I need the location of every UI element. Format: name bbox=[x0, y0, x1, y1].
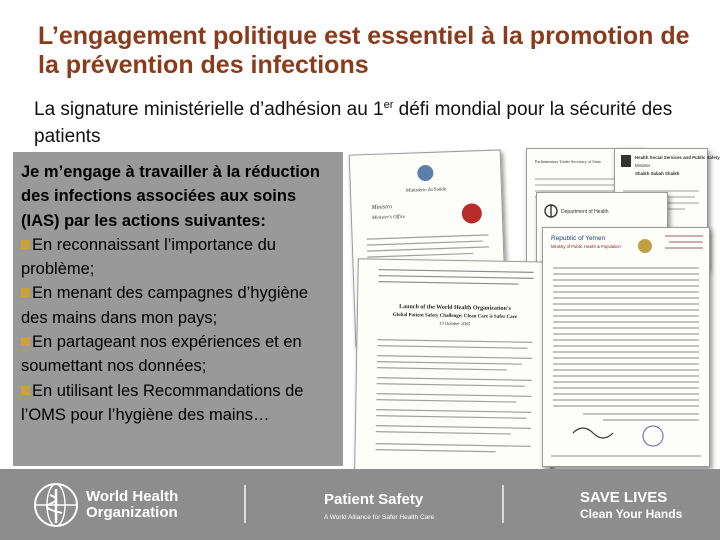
bullet-text: En reconnaissant l’importance du problème; bbox=[21, 235, 276, 279]
subtitle-text-start: La signature ministérielle d’adhésion au 1 bbox=[34, 99, 384, 120]
bullet-text: En utilisant les Recommandations de l’OMS pour l’hygiène des mains… bbox=[21, 381, 304, 424]
who-name: World Health Organization bbox=[86, 488, 179, 521]
commitment-lead: Je m’engage à travailler à la réduction des infections associées aux soins (IAS) par les actions suivantes: bbox=[21, 163, 320, 230]
commitment-bullet-1 bbox=[21, 233, 335, 282]
doc6-line: Ministry of Public Health & Population bbox=[551, 244, 621, 249]
slide-subtitle bbox=[34, 92, 694, 150]
ministerial-letter-6 bbox=[542, 227, 710, 467]
doc1-line: Minister's Office bbox=[371, 214, 406, 221]
signed-letters-collage bbox=[346, 152, 720, 466]
commitment-bullet-3 bbox=[21, 330, 335, 379]
bullet-square-icon bbox=[21, 288, 30, 297]
subtitle-superscript: er bbox=[383, 99, 394, 111]
patient-safety-title: Patient Safety bbox=[324, 491, 424, 508]
bullet-square-icon bbox=[21, 386, 30, 395]
doc3-header: Health Social Services and Public Safety bbox=[635, 155, 720, 160]
commitment-bullet-4 bbox=[21, 379, 335, 428]
bullet-text: En partageant nos expériences et en soumettant nos données; bbox=[21, 333, 302, 376]
bullet-square-icon bbox=[21, 337, 30, 346]
doc5-date: 13 October 2005 bbox=[439, 320, 471, 327]
bullet-square-icon bbox=[21, 240, 30, 249]
ministerial-letter-5 bbox=[354, 258, 555, 473]
save-lives-title: SAVE LIVES bbox=[580, 489, 668, 506]
doc4-header: Department of Health bbox=[561, 209, 609, 215]
doc1-header: Ministério da Saúde bbox=[405, 187, 447, 194]
doc5-heading: Global Patient Safety Challenge: Clean Care is Safer Care bbox=[392, 312, 517, 321]
footer-divider bbox=[502, 485, 504, 523]
doc3-line: Minister bbox=[635, 163, 651, 168]
doc1-line: Ministro bbox=[371, 204, 393, 211]
doc3-line: Shaikh Sabah Shaikh bbox=[635, 171, 680, 176]
slide-title: L’engagement politique est essentiel à la promotion de la prévention des infections bbox=[38, 22, 690, 79]
doc5-heading: Launch of the World Health Organization's bbox=[399, 304, 511, 312]
subtitle-text-end: défi mondial pour la sécurité des patients bbox=[34, 99, 673, 147]
doc6-header: Republic of Yemen bbox=[551, 235, 606, 242]
commitment-box bbox=[13, 152, 343, 466]
bullet-text: En menant des campagnes d’hygiène des mains dans mon pays; bbox=[21, 284, 309, 327]
footer-divider bbox=[244, 485, 246, 523]
commitment-bullet-2 bbox=[21, 281, 335, 330]
doc2-header: Parliamentary Under Secretary of State bbox=[535, 159, 601, 164]
clean-hands-tagline: Clean Your Hands bbox=[580, 507, 683, 521]
footer-banner bbox=[0, 469, 720, 540]
patient-safety-tagline: A World Alliance for Safer Health Care bbox=[324, 514, 435, 521]
who-emblem-icon bbox=[32, 481, 80, 529]
